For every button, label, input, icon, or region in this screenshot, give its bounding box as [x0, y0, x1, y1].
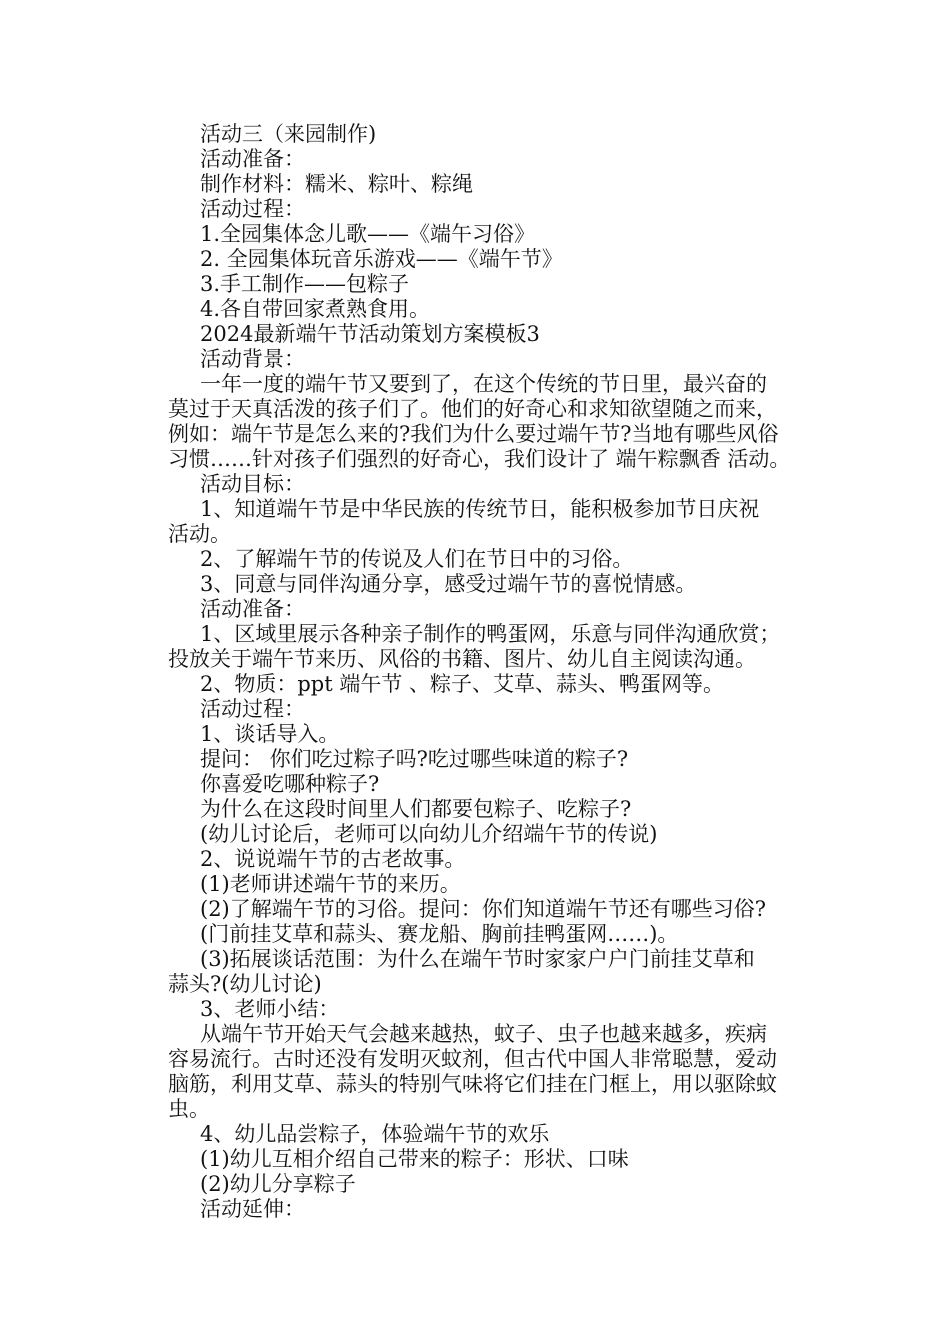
text-line: 为什么在这段时间里人们都要包粽子、吃粽子?: [200, 797, 632, 821]
text-line: 投放关于端午节来历、风俗的书籍、图片、幼儿自主阅读沟通。: [168, 647, 756, 671]
text-line: 1、知道端午节是中华民族的传统节日，能积极参加节日庆祝: [200, 497, 760, 521]
text-line: 虫。: [168, 1097, 210, 1121]
text-line: 容易流行。古时还没有发明灭蚊剂，但古代中国人非常聪慧，爱动: [168, 1047, 777, 1071]
text-line: 蒜头?(幼儿讨论): [168, 972, 322, 996]
text-line: 活动准备：: [200, 597, 305, 621]
text-line: 2、了解端午节的传说及人们在节日中的习俗。: [200, 547, 634, 571]
text-line: 4.各自带回家煮熟食用。: [200, 297, 431, 321]
text-line: 2、说说端午节的古老故事。: [200, 847, 466, 871]
text-line: 从端午节开始天气会越来越热，蚊子、虫子也越来越多，疾病: [200, 1022, 767, 1046]
text-line: 3.手工制作——包粽子: [200, 272, 410, 296]
text-line: 一年一度的端午节又要到了，在这个传统的节日里，最兴奋的: [200, 372, 767, 396]
text-line: 制作材料：糯米、粽叶、粽绳: [200, 172, 473, 196]
text-line: (3)拓展谈话范围：为什么在端午节时家家户户门前挂艾草和: [200, 947, 755, 971]
text-line: 1.全园集体念儿歌——《端午习俗》: [200, 222, 536, 246]
text-line: 3、老师小结：: [200, 997, 340, 1021]
text-line: 例如：端午节是怎么来的?我们为什么要过端午节?当地有哪些风俗: [168, 422, 779, 446]
text-line: 活动。: [168, 522, 231, 546]
text-line: 习惯……针对孩子们强烈的好奇心，我们设计了 端午粽飘香 活动。: [168, 447, 791, 471]
text-line: 4、幼儿品尝粽子，体验端午节的欢乐: [200, 1122, 550, 1146]
text-line: 提问： 你们吃过粽子吗?吃过哪些味道的粽子?: [200, 747, 629, 771]
text-line: 1、谈话导入。: [200, 722, 340, 746]
text-line: (门前挂艾草和蒜头、赛龙船、胸前挂鸭蛋网……)。: [200, 922, 679, 946]
text-line: 活动准备：: [200, 147, 305, 171]
text-line: (2)幼儿分享粽子: [200, 1172, 356, 1196]
text-line: 活动延伸：: [200, 1197, 305, 1221]
text-line: (幼儿讨论后，老师可以向幼儿介绍端午节的传说): [200, 822, 658, 846]
text-line: 你喜爱吃哪种粽子?: [200, 772, 380, 796]
text-line: 活动过程：: [200, 197, 305, 221]
text-line: (2)了解端午节的习俗。提问：你们知道端午节还有哪些习俗?: [200, 897, 767, 921]
text-line: 莫过于天真活泼的孩子们了。他们的好奇心和求知欲望随之而来，: [168, 397, 777, 421]
text-line: 3、同意与同伴沟通分享，感受过端午节的喜悦情感。: [200, 572, 697, 596]
text-line: 活动过程：: [200, 697, 305, 721]
text-line: (1)幼儿互相介绍自己带来的粽子：形状、口味: [200, 1147, 629, 1171]
text-line: 脑筋，利用艾草、蒜头的特别气味将它们挂在门框上，用以驱除蚊: [168, 1072, 777, 1096]
section-heading: 2024最新端午节活动策划方案模板3: [200, 322, 540, 346]
text-line: 2、物质：ppt 端午节 、粽子、艾草、蒜头、鸭蛋网等。: [200, 672, 725, 696]
text-line: 2. 全园集体玩音乐游戏——《端午节》: [200, 247, 563, 271]
text-line: 1、区域里展示各种亲子制作的鸭蛋网，乐意与同伴沟通欣赏；: [200, 622, 781, 646]
text-line: (1)老师讲述端午节的来历。: [200, 872, 461, 896]
text-line: 活动目标：: [200, 472, 305, 496]
text-line: 活动三（来园制作): [200, 122, 377, 146]
text-line: 活动背景：: [200, 347, 305, 371]
